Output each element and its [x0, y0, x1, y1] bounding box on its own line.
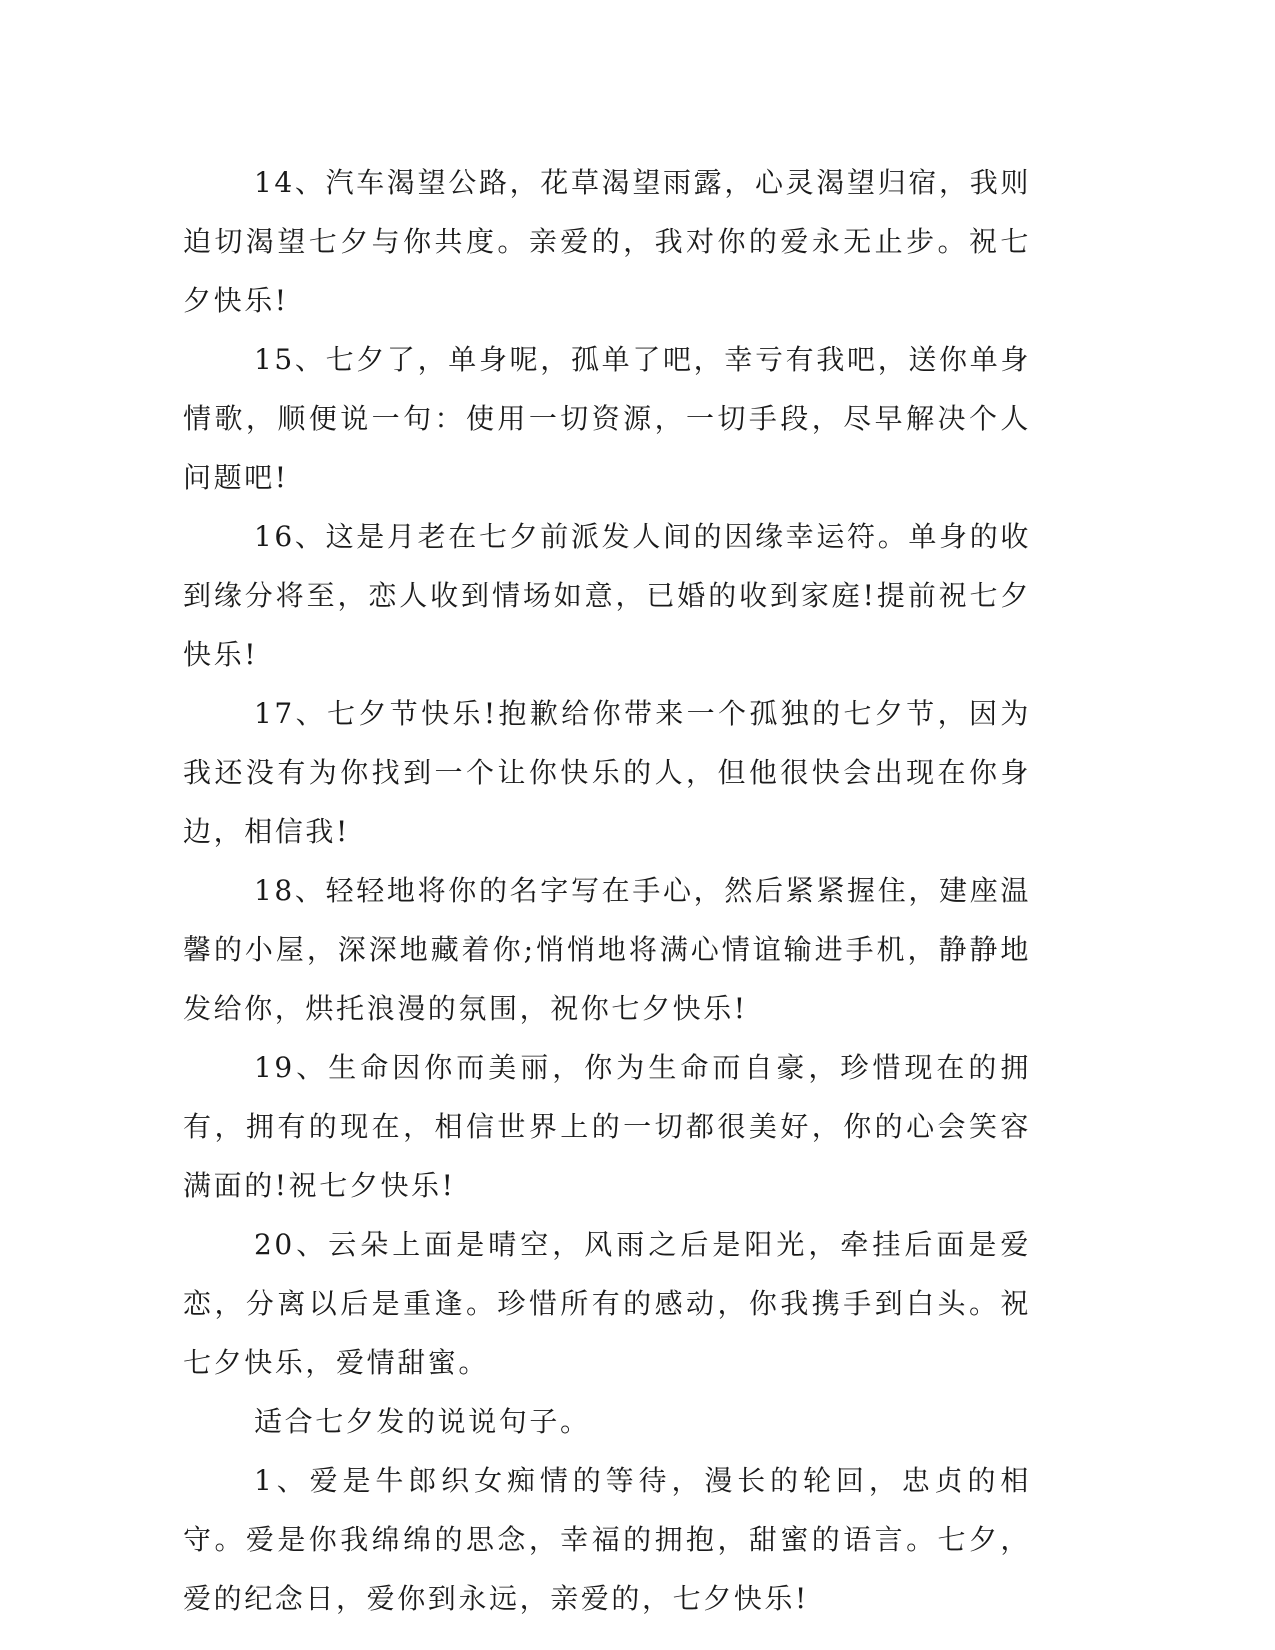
document-body [183, 153, 1031, 1628]
paragraph-20: 20、云朵上面是晴空，风雨之后是阳光，牵挂后面是爱恋，分离以后是重逢。珍惜所有的感动，你我携手到白头。祝七夕快乐，爱情甜蜜。 [183, 1228, 1031, 1379]
paragraph-15: 15、七夕了，单身呢，孤单了吧，幸亏有我吧，送你单身情歌，顺便说一句：使用一切资源，一切手段，尽早解决个人问题吧! [183, 343, 1031, 494]
section-heading: 适合七夕发的说说句子。 [254, 1405, 591, 1438]
paragraph-17: 17、七夕节快乐!抱歉给你带来一个孤独的七夕节，因为我还没有为你找到一个让你快乐的人，但他很快会出现在你身边，相信我! [183, 697, 1031, 848]
paragraph-14: 14、汽车渴望公路，花草渴望雨露，心灵渴望归宿，我则迫切渴望七夕与你共度。亲爱的，我对你的爱永无止步。祝七夕快乐! [183, 166, 1031, 317]
paragraph-16: 16、这是月老在七夕前派发人间的因缘幸运符。单身的收到缘分将至，恋人收到情场如意，已婚的收到家庭!提前祝七夕快乐! [183, 520, 1031, 671]
paragraph-19: 19、生命因你而美丽，你为生命而自豪，珍惜现在的拥有，拥有的现在，相信世界上的一切都很美好，你的心会笑容满面的!祝七夕快乐! [183, 1051, 1031, 1202]
paragraph-1: 1、爱是牛郎织女痴情的等待，漫长的轮回，忠贞的相守。爱是你我绵绵的思念，幸福的拥抱，甜蜜的语言。七夕，爱的纪念日，爱你到永远，亲爱的，七夕快乐! [183, 1464, 1031, 1615]
paragraph-18: 18、轻轻地将你的名字写在手心，然后紧紧握住，建座温馨的小屋，深深地藏着你;悄悄地将满心情谊输进手机，静静地发给你，烘托浪漫的氛围，祝你七夕快乐! [183, 874, 1031, 1025]
